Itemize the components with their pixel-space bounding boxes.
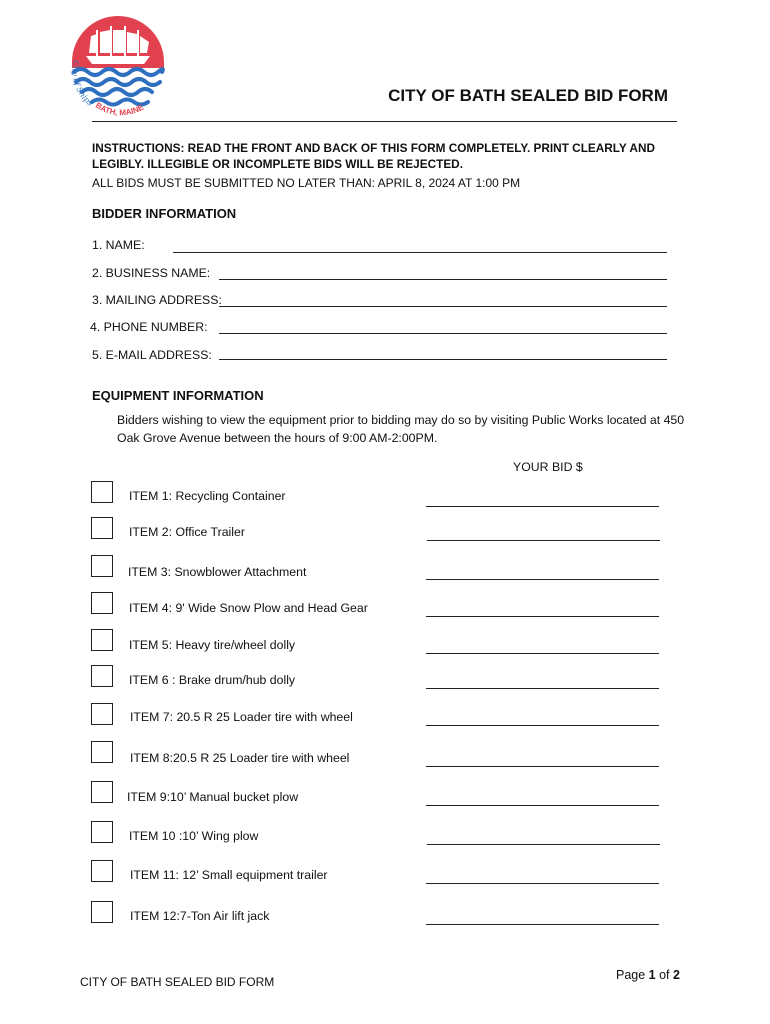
item-9-checkbox[interactable] (91, 781, 113, 803)
business-name-field[interactable] (219, 279, 667, 280)
item-4-checkbox[interactable] (91, 592, 113, 614)
seal-place-text: BATH, MAINE (93, 100, 146, 118)
page-title: CITY OF BATH SEALED BID FORM (388, 86, 668, 105)
item-8-bid-field[interactable] (426, 766, 659, 767)
item-7-label: ITEM 7: 20.5 R 25 Loader tire with wheel (130, 710, 353, 724)
item-4-label: ITEM 4: 9' Wide Snow Plow and Head Gear (129, 601, 368, 615)
item-9-bid-field[interactable] (426, 805, 659, 806)
item-8-checkbox[interactable] (91, 741, 113, 763)
item-3-bid-field[interactable] (426, 579, 659, 580)
page-prefix: Page (616, 968, 649, 982)
item-1-bid-field[interactable] (426, 506, 659, 507)
your-bid-header: YOUR BID $ (513, 460, 583, 474)
item-12-checkbox[interactable] (91, 901, 113, 923)
item-11-checkbox[interactable] (91, 860, 113, 882)
phone-number-label: 4. PHONE NUMBER: (90, 320, 208, 334)
deadline-text: ALL BIDS MUST BE SUBMITTED NO LATER THAN: APRIL 8, 2024 AT 1:00 PM (92, 176, 521, 190)
page-of: of (655, 968, 673, 982)
page-current: 1 (648, 968, 656, 982)
mailing-address-label: 3. MAILING ADDRESS: (92, 293, 222, 307)
item-2-label: ITEM 2: Office Trailer (129, 525, 245, 539)
item-5-label: ITEM 5: Heavy tire/wheel dolly (129, 638, 296, 652)
item-5-bid-field[interactable] (426, 653, 659, 654)
item-9-label: ITEM 9:10’ Manual bucket plow (127, 790, 299, 804)
footer-form-name: CITY OF BATH SEALED BID FORM (80, 975, 275, 989)
name-field[interactable] (173, 252, 667, 253)
equipment-viewing-note: Bidders wishing to view the equipment prior to bidding may do so by visiting Public Works located at 450 Oak Grove Avenue between the hours of 9:00 AM-2:00PM. (117, 413, 685, 445)
item-12-bid-field[interactable] (426, 924, 659, 925)
item-7-bid-field[interactable] (426, 725, 659, 726)
item-6-label: ITEM 6 : Brake drum/hub dolly (129, 673, 296, 687)
item-3-checkbox[interactable] (91, 555, 113, 577)
item-3-label: ITEM 3: Snowblower Attachment (128, 565, 307, 579)
item-10-bid-field[interactable] (427, 844, 660, 845)
item-2-bid-field[interactable] (427, 540, 660, 541)
page-number (616, 968, 680, 982)
city-of-bath-seal (56, 12, 172, 122)
equipment-information-heading: EQUIPMENT INFORMATION (92, 388, 264, 403)
email-address-label: 5. E-MAIL ADDRESS: (92, 348, 212, 362)
item-5-checkbox[interactable] (91, 629, 113, 651)
item-6-checkbox[interactable] (91, 665, 113, 687)
seal-motto-text: City of Ships (70, 59, 95, 108)
item-10-checkbox[interactable] (91, 821, 113, 843)
bidder-information-heading: BIDDER INFORMATION (92, 206, 237, 221)
item-1-checkbox[interactable] (91, 481, 113, 503)
item-10-label: ITEM 10 :10’ Wing plow (129, 829, 259, 843)
mailing-address-field[interactable] (219, 306, 667, 307)
title-divider (92, 121, 677, 122)
instructions-text: INSTRUCTIONS: READ THE FRONT AND BACK OF THIS FORM COMPLETELY. PRINT CLEARLY AND LEGIBLY. ILLEGIBLE OR INCOMPLETE BIDS WILL BE REJECTED. (92, 141, 655, 171)
item-12-label: ITEM 12:7-Ton Air lift jack (130, 909, 270, 923)
item-2-checkbox[interactable] (91, 517, 113, 539)
page-total: 2 (673, 968, 680, 982)
item-8-label: ITEM 8:20.5 R 25 Loader tire with wheel (130, 751, 350, 765)
business-name-label: 2. BUSINESS NAME: (92, 266, 211, 280)
phone-number-field[interactable] (219, 333, 667, 334)
item-1-label: ITEM 1: Recycling Container (129, 489, 286, 503)
name-label: 1. NAME: (92, 238, 145, 252)
item-11-label: ITEM 11: 12’ Small equipment trailer (130, 868, 328, 882)
item-6-bid-field[interactable] (426, 688, 659, 689)
item-11-bid-field[interactable] (426, 883, 659, 884)
item-4-bid-field[interactable] (426, 616, 659, 617)
item-7-checkbox[interactable] (91, 703, 113, 725)
email-address-field[interactable] (219, 359, 667, 360)
